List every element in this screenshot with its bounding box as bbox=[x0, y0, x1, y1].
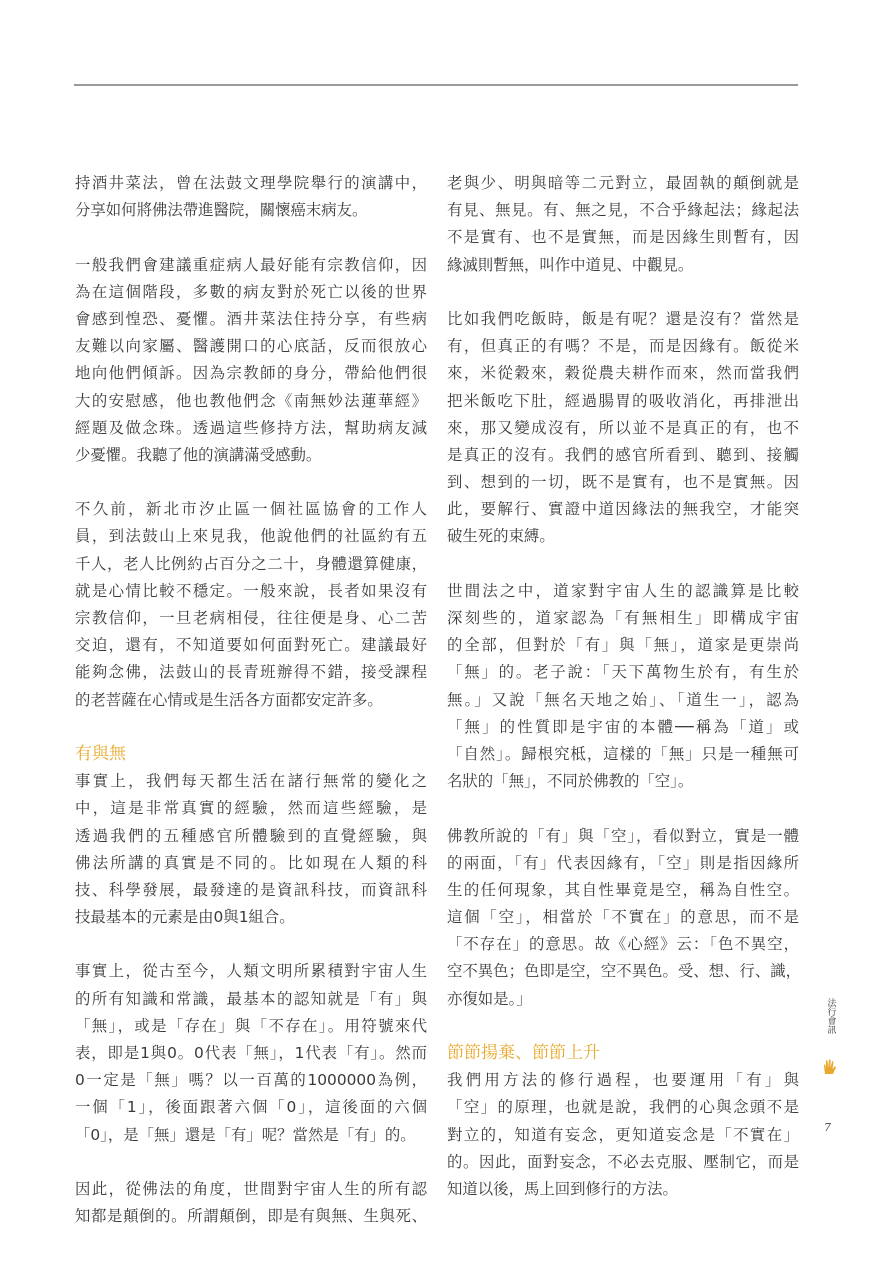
text-line: 知都是顛倒的。所謂顛倒，即是有與無、生與死、 bbox=[75, 1207, 427, 1226]
text-line: 來，米從穀來，穀從農夫耕作而來，然而當我們 bbox=[447, 364, 799, 383]
brand-text: 法行會訊 bbox=[825, 998, 836, 1034]
text-line: 佛教所說的「有」與「空」，看似對立，實是一體 bbox=[447, 826, 799, 845]
text-line: 「無」的。老子說：「天下萬物生於有，有生於 bbox=[447, 663, 799, 682]
text-line: 技最基本的元素是由0與1組合。 bbox=[75, 908, 295, 927]
text-line: 一個「1」，後面跟著六個「0」，這後面的六個 bbox=[75, 1098, 427, 1117]
text-line: 不久前，新北市汐止區一個社區協會的工作人 bbox=[75, 500, 427, 519]
text-line: 「0」，是「無」還是「有」呢？當然是「有」的。 bbox=[75, 1125, 416, 1144]
paragraph-gap bbox=[75, 469, 427, 496]
text-line: 世間法之中，道家對宇宙人生的認識算是比較 bbox=[447, 581, 799, 600]
text-line: 有，但真正的有嗎？不是，而是因緣有。飯從米 bbox=[447, 337, 799, 356]
text-line: 到、想到的一切，既不是實有，也不是實無。因 bbox=[447, 473, 799, 492]
paragraph-gap bbox=[75, 714, 427, 741]
text-line: 就是心情比較不穩定。一般來說，長者如果沒有 bbox=[75, 581, 427, 600]
text-line: 技、科學發展，最發達的是資訊科技，而資訊科 bbox=[75, 880, 427, 899]
text-line: 千人，老人比例約占百分之二十，身體還算健康， bbox=[75, 554, 427, 573]
text-line: 亦復如是。」 bbox=[447, 989, 532, 1008]
text-line: 「自然」。歸根究柢，這樣的「無」只是一種無可 bbox=[447, 744, 799, 763]
text-line: 經題及做念珠。透過這些修持方法，幫助病友減 bbox=[75, 418, 427, 437]
text-line: 因此，從佛法的角度，世間對宇宙人生的所有認 bbox=[75, 1179, 427, 1198]
text-line: 「不存在」的意思。故《心經》云：「色不異空， bbox=[447, 935, 799, 954]
text-line: 緣滅則暫無，叫作中道見、中觀見。 bbox=[447, 255, 694, 274]
text-line: 的。因此，面對妄念，不必去克服、壓制它，而是 bbox=[447, 1152, 799, 1171]
text-line: 的全部，但對於「有」與「無」，道家是更崇尚 bbox=[447, 636, 799, 655]
text-line: 「無」的性質即是宇宙的本體──稱為「道」或 bbox=[447, 717, 799, 736]
text-line: 此，要解行、實證中道因緣法的無我空，才能突 bbox=[447, 500, 799, 519]
page-number: 7 bbox=[824, 1121, 831, 1134]
paragraph-gap bbox=[447, 1013, 799, 1040]
text-line: 老與少、明與暗等二元對立，最固執的顛倒就是 bbox=[447, 174, 799, 192]
text-line: 交迫，還有，不知道要如何面對死亡。建議最好 bbox=[75, 636, 427, 655]
right-column bbox=[447, 170, 799, 1203]
section-heading: 有與無 bbox=[75, 743, 126, 764]
text-line: 地向他們傾訴。因為宗教師的身分，帶給他們很 bbox=[75, 364, 427, 383]
text-line: 佛法所講的真實是不同的。比如現在人類的科 bbox=[75, 853, 427, 872]
text-line: 生的任何現象，其自性畢竟是空，稱為自性空。 bbox=[447, 880, 799, 899]
text-line: 是真正的沒有。我們的感官所看到、聽到、接觸 bbox=[447, 445, 799, 464]
text-line: 的所有知識和常識，最基本的認知就是「有」與 bbox=[75, 989, 427, 1008]
text-line: 宗教信仰，一旦老病相侵，往往便是身、心二苦 bbox=[75, 609, 427, 627]
text-line: 來，那又變成沒有，所以並不是真正的有，也不 bbox=[447, 418, 799, 437]
text-line: 對立的，知道有妄念，更知道妄念是「不實在」 bbox=[447, 1125, 799, 1144]
text-line: 這個「空」，相當於「不實在」的意思，而不是 bbox=[447, 908, 799, 927]
section-heading: 節節揚棄、節節上升 bbox=[447, 1043, 600, 1063]
text-line: 事實上，從古至今，人類文明所累積對宇宙人生 bbox=[75, 962, 427, 981]
text-line: 的兩面，「有」代表因緣有，「空」則是指因緣所 bbox=[447, 853, 799, 872]
paragraph-gap bbox=[75, 1149, 427, 1176]
text-line: 大的安慰感，他也教他們念《南無妙法蓮華經》 bbox=[75, 391, 427, 410]
text-line: 會感到惶恐、憂懼。酒井菜法住持分享，有些病 bbox=[75, 309, 427, 328]
left-column bbox=[75, 170, 427, 1230]
paragraph-gap bbox=[75, 224, 427, 251]
text-line: 持酒井菜法，曾在法鼓文理學院舉行的演講中， bbox=[75, 174, 427, 192]
text-line: 分享如何將佛法帶進醫院，關懷癌末病友。 bbox=[75, 201, 368, 220]
text-line: 深刻些的，道家認為「有無相生」即構成宇宙 bbox=[447, 609, 799, 627]
paragraph-gap bbox=[447, 795, 799, 822]
text-line: 破生死的束縛。 bbox=[447, 527, 555, 546]
text-line: 中，這是非常真實的經驗，然而這些經驗，是 bbox=[75, 799, 427, 818]
text-line: 0一定是「無」嗎？以一百萬的1000000為例， bbox=[75, 1071, 427, 1090]
text-line: 「無」，或是「存在」與「不存在」。用符號來代 bbox=[75, 1016, 427, 1035]
text-line: 的老菩薩在心情或是生活各方面都安定許多。 bbox=[75, 690, 383, 709]
text-line: 知道以後，馬上回到修行的方法。 bbox=[447, 1179, 678, 1198]
text-line: 無。」又說「無名天地之始」、「道生一」，認為 bbox=[447, 690, 799, 709]
text-line: 有見、無見。有、無之見，不合乎緣起法；緣起法 bbox=[447, 201, 799, 220]
text-line: 一般我們會建議重症病人最好能有宗教信仰，因 bbox=[75, 255, 427, 274]
text-line: 透過我們的五種感官所體驗到的直覺經驗，與 bbox=[75, 826, 427, 845]
text-line: 比如我們吃飯時，飯是有呢？還是沒有？當然是 bbox=[447, 309, 799, 328]
text-line: 空不異色；色即是空，空不異色。受、想、行、識， bbox=[447, 962, 801, 981]
text-line: 名狀的「無」，不同於佛教的「空」。 bbox=[447, 772, 694, 791]
header-rule bbox=[74, 84, 798, 86]
text-line: 為在這個階段，多數的病友對於死亡以後的世界 bbox=[75, 282, 427, 301]
text-line: 「空」的原理，也就是說，我們的心與念頭不是 bbox=[447, 1098, 799, 1117]
text-line: 表，即是1與0。0代表「無」，1代表「有」。然而 bbox=[75, 1044, 427, 1062]
text-line: 不是實有、也不是實無，而是因緣生則暫有，因 bbox=[447, 228, 799, 247]
text-line: 員，到法鼓山上來見我，他說他們的社區約有五 bbox=[75, 527, 427, 546]
text-line: 我們用方法的修行過程，也要運用「有」與 bbox=[447, 1071, 799, 1090]
hand-logo-icon bbox=[822, 1058, 838, 1076]
text-line: 能夠念佛，法鼓山的長青班辦得不錯，接受課程 bbox=[75, 663, 427, 682]
paragraph-gap bbox=[447, 551, 799, 578]
text-line: 事實上，我們每天都生活在諸行無常的變化之 bbox=[75, 772, 427, 791]
text-line: 少憂懼。我聽了他的演講滿受感動。 bbox=[75, 445, 322, 464]
paragraph-gap bbox=[447, 279, 799, 306]
paragraph-gap bbox=[75, 931, 427, 958]
text-line: 友難以向家屬、醫護開口的心底話，反而很放心 bbox=[75, 337, 427, 356]
text-line: 把米飯吃下肚，經過腸胃的吸收消化，再排泄出 bbox=[447, 391, 799, 410]
sidebar-brand bbox=[820, 986, 840, 1076]
